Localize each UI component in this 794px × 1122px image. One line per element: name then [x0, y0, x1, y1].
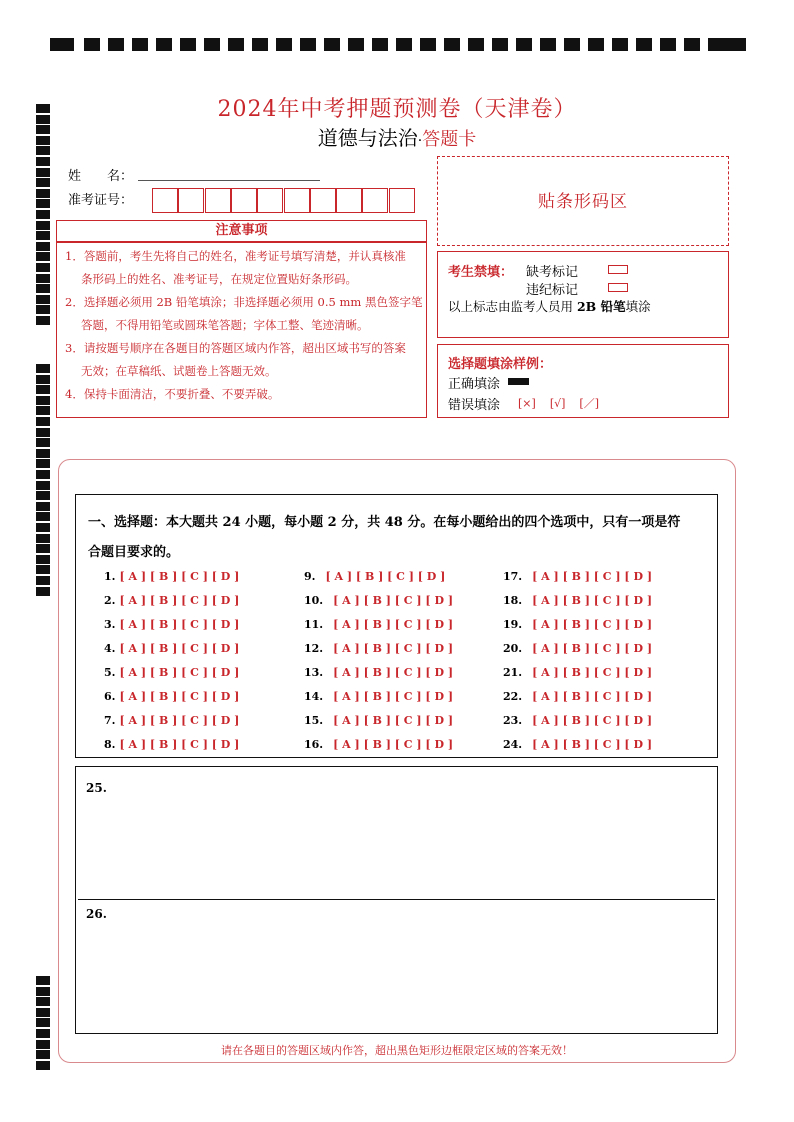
question-number: 2. [104, 594, 116, 607]
timing-mark [108, 38, 124, 51]
exam-id-cell[interactable] [389, 188, 415, 213]
question-number: 24. [503, 738, 523, 751]
forbidden-label: 考生禁填： [448, 265, 514, 280]
timing-mark [444, 38, 460, 51]
notice-line: 1．答题前，考生先将自己的姓名，准考证号填写清楚，并认真核准 [65, 249, 406, 263]
exam-title: 2024年中考押题预测卷（天津卷） [217, 97, 577, 122]
absent-label: 缺考标记 [526, 265, 579, 280]
choice-row[interactable] [304, 594, 453, 607]
side-timing-mark [36, 987, 50, 996]
question-26-label: 26. [86, 907, 107, 921]
choice-options[interactable]: [ A ] [ B ] [ C ] [ D ] [119, 642, 240, 655]
wrong-fill-samples [518, 395, 599, 411]
side-timing-mark [36, 523, 50, 532]
question-number: 12. [304, 642, 324, 655]
notice-line: 4．保持卡面清洁，不要折叠、不要弄破。 [65, 387, 280, 401]
choice-options[interactable]: [ A ] [ B ] [ C ] [ D ] [532, 570, 653, 583]
timing-mark [396, 38, 412, 51]
side-timing-mark [36, 481, 50, 490]
section1-instruction-line1: 一、选择题：本大题共 24 小题，每小题 2 分，共 48 分。在每小题给出的四个选项中，只有一项是符 [88, 515, 681, 530]
question-divider [78, 899, 715, 900]
choice-row[interactable] [503, 570, 652, 583]
choice-row[interactable] [503, 714, 652, 727]
timing-mark [276, 38, 292, 51]
side-timing-mark [36, 1029, 50, 1038]
choice-row[interactable] [503, 642, 652, 655]
side-timing-mark [36, 385, 50, 394]
card-label: 答题卡 [422, 129, 477, 150]
forbidden-note-post: 填涂 [625, 299, 651, 314]
sample-box [437, 344, 729, 418]
choice-options[interactable]: [ A ] [ B ] [ C ] [ D ] [333, 714, 454, 727]
question-number: 22. [503, 690, 523, 703]
choice-options[interactable]: [ A ] [ B ] [ C ] [ D ] [333, 666, 454, 679]
timing-mark [684, 38, 700, 51]
wrong-mark-slash: [／] [579, 397, 599, 410]
exam-id-cell[interactable] [257, 188, 283, 213]
side-timing-mark [36, 168, 50, 177]
forbidden-note-pre: 以上标志由监考人员用 [448, 299, 577, 314]
choice-row[interactable] [104, 738, 239, 751]
side-timing-mark [36, 512, 50, 521]
choice-options[interactable]: [ A ] [ B ] [ C ] [ D ] [333, 618, 454, 631]
exam-id-cell[interactable] [336, 188, 362, 213]
correct-fill-label: 正确填涂 [448, 377, 501, 392]
choice-options[interactable]: [ A ] [ B ] [ C ] [ D ] [119, 594, 240, 607]
timing-mark [324, 38, 340, 51]
side-timing-mark [36, 449, 50, 458]
side-timing-mark [36, 316, 50, 325]
choice-options[interactable]: [ A ] [ B ] [ C ] [ D ] [119, 738, 240, 751]
question-number: 7. [104, 714, 116, 727]
correct-fill-sample [508, 378, 529, 385]
side-timing-mark [36, 199, 50, 208]
side-timing-mark [36, 284, 50, 293]
choice-options[interactable]: [ A ] [ B ] [ C ] [ D ] [532, 642, 653, 655]
side-timing-mark [36, 242, 50, 251]
question-number: 14. [304, 690, 324, 703]
question-number: 9. [304, 570, 316, 583]
choice-options[interactable]: [ A ] [ B ] [ C ] [ D ] [532, 690, 653, 703]
timing-mark [348, 38, 364, 51]
choice-row[interactable] [304, 666, 453, 679]
side-timing-mark [36, 210, 50, 219]
violation-mark-box[interactable] [608, 283, 628, 292]
timing-mark [132, 38, 148, 51]
side-timing-mark [36, 221, 50, 230]
side-timing-mark [36, 274, 50, 283]
exam-id-cell[interactable] [205, 188, 231, 213]
choice-row[interactable] [104, 570, 239, 583]
question-number: 8. [104, 738, 116, 751]
timing-mark [492, 38, 508, 51]
question-number: 10. [304, 594, 324, 607]
choice-row[interactable] [304, 738, 453, 751]
timing-mark [722, 38, 746, 51]
timing-mark [372, 38, 388, 51]
side-timing-mark [36, 565, 50, 574]
notice-line: 条形码上的姓名、准考证号，在规定位置贴好条形码。 [81, 272, 357, 286]
notice-heading: 注意事项 [215, 223, 268, 238]
side-timing-mark [36, 534, 50, 543]
timing-mark [228, 38, 244, 51]
forbidden-box [437, 251, 729, 338]
choice-options[interactable]: [ A ] [ B ] [ C ] [ D ] [333, 642, 454, 655]
side-timing-mark [36, 364, 50, 373]
side-timing-mark [36, 295, 50, 304]
question-number: 18. [503, 594, 523, 607]
exam-id-cell[interactable] [362, 188, 388, 213]
notice-heading-box [56, 220, 427, 242]
timing-mark [540, 38, 556, 51]
choice-options[interactable]: [ A ] [ B ] [ C ] [ D ] [333, 690, 454, 703]
choice-options[interactable]: [ A ] [ B ] [ C ] [ D ] [333, 594, 454, 607]
question-number: 4. [104, 642, 116, 655]
timing-mark [156, 38, 172, 51]
choice-options[interactable]: [ A ] [ B ] [ C ] [ D ] [325, 570, 446, 583]
notice-line: 答题，不得用铅笔或圆珠笔答题；字体工整、笔迹清晰。 [81, 318, 369, 332]
side-timing-mark [36, 396, 50, 405]
side-timing-mark [36, 178, 50, 187]
side-timing-mark [36, 252, 50, 261]
choice-row[interactable] [503, 690, 652, 703]
exam-id-cell[interactable] [178, 188, 204, 213]
timing-mark [636, 38, 652, 51]
notice-box [56, 242, 427, 418]
side-timing-mark [36, 1008, 50, 1017]
side-timing-mark [36, 157, 50, 166]
choice-row[interactable] [503, 666, 652, 679]
choice-row[interactable] [104, 714, 239, 727]
choice-row[interactable] [304, 642, 453, 655]
absent-mark-box[interactable] [608, 265, 628, 274]
choice-row[interactable] [304, 618, 453, 631]
choice-options[interactable]: [ A ] [ B ] [ C ] [ D ] [119, 618, 240, 631]
timing-mark [660, 38, 676, 51]
choice-row[interactable] [304, 570, 445, 583]
choice-row[interactable] [304, 714, 453, 727]
notice-line: 2．选择题必须用 2B 铅笔填涂；非选择题必须用 0.5 mm 黑色签字笔 [65, 295, 423, 309]
side-timing-mark [36, 406, 50, 415]
question-number: 15. [304, 714, 324, 727]
top-timing-marks [50, 38, 746, 52]
choice-row[interactable] [503, 594, 652, 607]
choice-row[interactable] [104, 618, 239, 631]
timing-mark [180, 38, 196, 51]
barcode-area [437, 156, 729, 246]
subject-title [0, 122, 794, 151]
question-number: 23. [503, 714, 523, 727]
question-number: 21. [503, 666, 523, 679]
choice-options[interactable]: [ A ] [ B ] [ C ] [ D ] [119, 666, 240, 679]
side-timing-mark [36, 555, 50, 564]
choice-row[interactable] [104, 642, 239, 655]
question-number: 13. [304, 666, 324, 679]
question-25-label: 25. [86, 781, 107, 795]
side-timing-mark [36, 997, 50, 1006]
footer-warning: 请在各题目的答题区域内作答，超出黑色矩形边框限定区域的答案无效！ [221, 1044, 573, 1057]
choice-row[interactable] [503, 618, 652, 631]
side-timing-mark [36, 976, 50, 985]
question-number: 11. [304, 618, 324, 631]
wrong-mark-cross: [×] [518, 397, 536, 410]
side-timing-mark [36, 502, 50, 511]
side-timing-mark [36, 375, 50, 384]
section1-instruction-line2: 合题目要求的。 [88, 545, 180, 560]
title-separator: · [417, 133, 423, 149]
wrong-mark-check: [√] [549, 397, 566, 410]
timing-mark [468, 38, 484, 51]
sample-label: 选择题填涂样例： [448, 357, 553, 372]
timing-mark [84, 38, 100, 51]
choice-options[interactable]: [ A ] [ B ] [ C ] [ D ] [532, 666, 653, 679]
name-label: 姓 名： [68, 169, 134, 184]
name-field[interactable] [138, 180, 320, 181]
timing-mark [204, 38, 220, 51]
question-number: 1. [104, 570, 116, 583]
notice-list [65, 245, 425, 406]
choice-row[interactable] [104, 690, 239, 703]
choice-options[interactable]: [ A ] [ B ] [ C ] [ D ] [119, 570, 240, 583]
side-timing-mark [36, 189, 50, 198]
choice-row[interactable] [104, 666, 239, 679]
wrong-fill-label: 错误填涂 [448, 398, 501, 413]
side-timing-mark [36, 491, 50, 500]
barcode-area-label: 贴条形码区 [538, 192, 628, 212]
side-timing-mark [36, 587, 50, 596]
choice-row[interactable] [503, 738, 652, 751]
side-timing-mark [36, 1061, 50, 1070]
choice-options[interactable]: [ A ] [ B ] [ C ] [ D ] [532, 738, 653, 751]
side-timing-mark [36, 544, 50, 553]
open-answer-box[interactable] [75, 766, 718, 1034]
side-timing-mark [36, 1018, 50, 1027]
question-number: 16. [304, 738, 324, 751]
choice-options[interactable]: [ A ] [ B ] [ C ] [ D ] [532, 714, 653, 727]
choice-options[interactable]: [ A ] [ B ] [ C ] [ D ] [119, 714, 240, 727]
timing-mark [300, 38, 316, 51]
timing-mark [516, 38, 532, 51]
question-number: 20. [503, 642, 523, 655]
choice-options[interactable]: [ A ] [ B ] [ C ] [ D ] [532, 594, 653, 607]
side-timing-mark [36, 263, 50, 272]
notice-line: 无效；在草稿纸、试题卷上答题无效。 [81, 364, 277, 378]
subject-name: 道德与法治 [317, 126, 418, 150]
notice-line: 3．请按题号顺序在各题目的答题区域内作答，超出区域书写的答案 [65, 341, 406, 355]
question-number: 19. [503, 618, 523, 631]
question-number: 17. [503, 570, 523, 583]
exam-id-cell[interactable] [284, 188, 310, 213]
side-timing-mark [36, 428, 50, 437]
question-number: 3. [104, 618, 116, 631]
side-timing-mark [36, 470, 50, 479]
exam-id-label: 准考证号： [68, 193, 134, 208]
exam-id-cell[interactable] [310, 188, 336, 213]
choice-row[interactable] [304, 690, 453, 703]
timing-mark [252, 38, 268, 51]
choice-options[interactable]: [ A ] [ B ] [ C ] [ D ] [333, 738, 454, 751]
exam-id-cell[interactable] [231, 188, 257, 213]
violation-label: 违纪标记 [526, 283, 579, 298]
timing-mark [588, 38, 604, 51]
choice-options[interactable]: [ A ] [ B ] [ C ] [ D ] [119, 690, 240, 703]
choice-options[interactable]: [ A ] [ B ] [ C ] [ D ] [532, 618, 653, 631]
side-timing-mark [36, 417, 50, 426]
timing-mark [50, 38, 74, 51]
side-timing-mark [36, 576, 50, 585]
forbidden-note-bold: 2B 铅笔 [576, 299, 626, 314]
side-timing-mark [36, 459, 50, 468]
side-timing-mark [36, 438, 50, 447]
question-number: 5. [104, 666, 116, 679]
side-timing-mark [36, 305, 50, 314]
exam-id-cell[interactable] [152, 188, 178, 213]
question-number: 6. [104, 690, 116, 703]
side-timing-mark [36, 231, 50, 240]
timing-mark [612, 38, 628, 51]
forbidden-note [448, 297, 651, 315]
timing-mark [420, 38, 436, 51]
timing-mark [564, 38, 580, 51]
choice-row[interactable] [104, 594, 239, 607]
